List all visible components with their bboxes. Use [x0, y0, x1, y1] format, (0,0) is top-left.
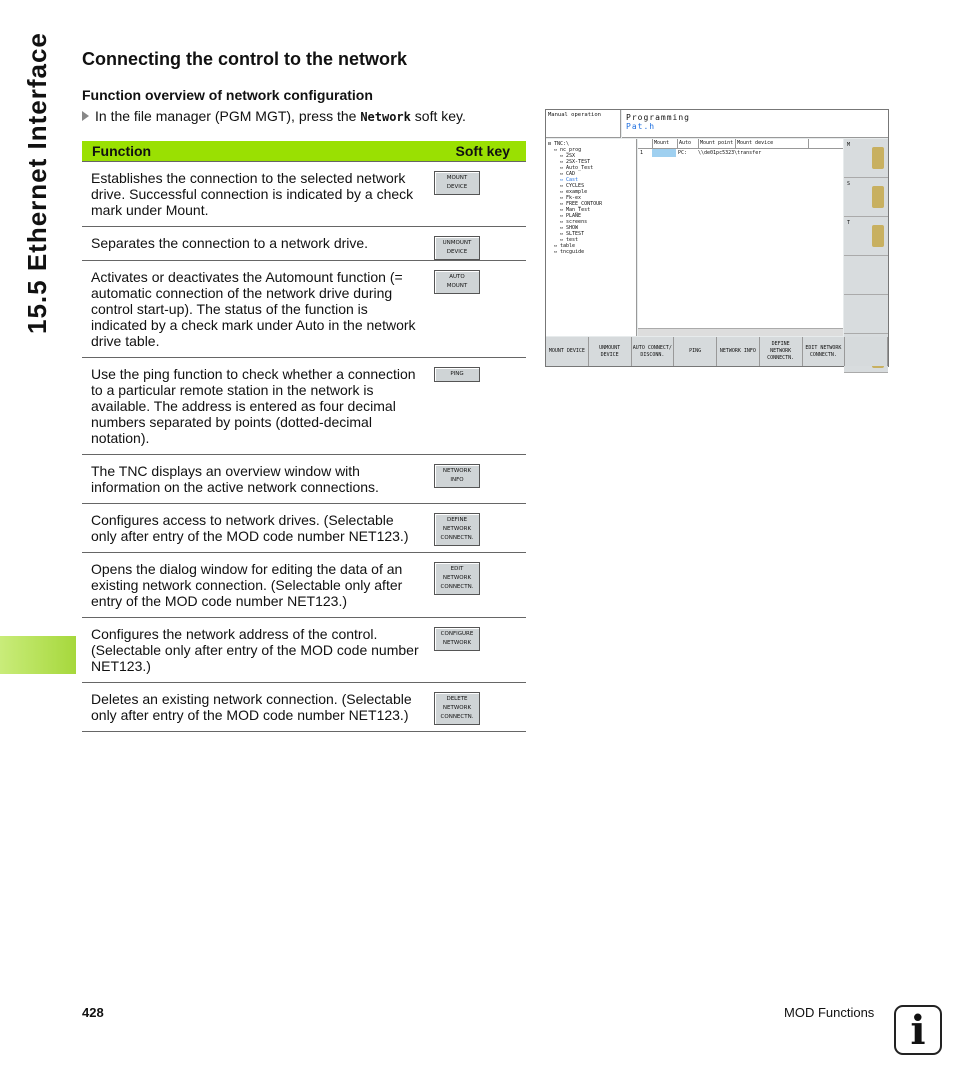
chapter-tab-marker: [0, 636, 76, 674]
function-description: Establishes the connection to the selected network drive. Successful connection is indicated by a check mark under Mount.: [82, 162, 424, 227]
mode-display: Manual operation: [546, 110, 621, 138]
arrow-bullet-icon: [82, 111, 89, 121]
program-header: [622, 110, 888, 138]
table-cell: \\de01pc5323\transfer: [698, 150, 762, 156]
tree-item[interactable]: ▭ SHOW: [560, 225, 579, 231]
softkey-label-line: DEVICE: [446, 184, 468, 190]
softkey-label-line: MOUNT: [446, 283, 468, 289]
section-heading: Connecting the control to the network: [82, 49, 407, 69]
softkey-button[interactable]: [434, 367, 480, 382]
function-description: Deletes an existing network connection. (Selectable only after entry of the MOD code number NET123.): [82, 683, 424, 732]
tree-item[interactable]: ▭ SLTEST: [560, 231, 585, 237]
side-softkey[interactable]: [844, 178, 888, 217]
bottom-softkey[interactable]: [546, 337, 589, 366]
softkey-cell: [424, 683, 526, 732]
bottom-softkey[interactable]: [589, 337, 632, 366]
softkey-label-line: NETWORK: [442, 526, 472, 532]
softkey-label-line: DELETE: [446, 696, 468, 702]
side-softkey[interactable]: [844, 256, 888, 295]
function-description: Opens the dialog window for editing the data of an existing network connection. (Selectable only after entry of the MOD code number NET123.): [82, 553, 424, 618]
softkey-button[interactable]: [434, 627, 480, 651]
program-title: Programming: [626, 113, 690, 122]
bottom-softkey[interactable]: [674, 337, 717, 366]
softkey-cell: [424, 455, 526, 504]
vertical-softkey-bar: [844, 139, 888, 336]
side-softkey-label: M: [847, 142, 851, 148]
info-icon: i: [894, 1005, 942, 1055]
directory-tree: [546, 139, 637, 336]
softkey-button[interactable]: [434, 171, 480, 195]
tree-item[interactable]: ▭ tncguide: [554, 249, 585, 255]
bottom-softkey-label: DEFINE NETWORK CONNECTN.: [767, 341, 795, 361]
tool-icon: [872, 186, 884, 208]
table-row: [82, 683, 526, 732]
network-table-row: [638, 149, 843, 157]
softkey-label-line: INFO: [450, 477, 464, 483]
function-description: Use the ping function to check whether a connection to a particular remote station in the network is available. The address is entered as four decimal numbers separated by points (dotted-decimal notation).: [82, 358, 424, 455]
softkey-cell: [424, 358, 526, 455]
tree-item[interactable]: ▭ Auto_Test: [560, 165, 594, 171]
function-table: [82, 141, 526, 732]
header-index: [638, 139, 653, 148]
softkey-cell: [424, 261, 526, 358]
side-softkey-label: S: [847, 181, 851, 187]
bottom-softkey-label: PING: [689, 348, 702, 354]
bottom-softkey-label: MOUNT DEVICE: [548, 348, 585, 354]
table-row: [82, 227, 526, 261]
tree-item[interactable]: ▭ Man_Test: [560, 207, 591, 213]
softkey-button[interactable]: [434, 270, 480, 294]
bottom-softkey-label: EDIT NETWORK CONNECTN.: [805, 344, 842, 358]
softkey-button[interactable]: [434, 464, 480, 488]
table-cell: PC:: [678, 150, 688, 156]
function-description: Activates or deactivates the Automount function (= automatic connection of the network drive during control start-up). The status of the function is indicated by a check mark under Auto in the network drive table.: [82, 261, 424, 358]
table-row: [82, 504, 526, 553]
softkey-cell: [424, 227, 526, 261]
tree-item[interactable]: ⊟ TNC:\: [548, 141, 570, 147]
table-row: [82, 358, 526, 455]
softkey-cell: [424, 553, 526, 618]
tree-item[interactable]: ▭ CYCLES: [560, 183, 585, 189]
table-row: [82, 618, 526, 683]
softkey-button[interactable]: [434, 236, 480, 260]
softkey-label-line: NETWORK: [442, 705, 472, 711]
softkey-label-line: NETWORK: [442, 468, 472, 474]
softkey-label-line: CONNECTN.: [440, 535, 474, 541]
bottom-softkey[interactable]: [632, 337, 675, 366]
horizontal-scrollbar[interactable]: [638, 328, 843, 336]
chapter-side-title: 15.5 Ethernet Interface: [22, 32, 52, 334]
instruction-before: In the file manager (PGM MGT), press the: [95, 108, 361, 124]
softkey-label-line: EDIT: [450, 566, 464, 572]
softkey-label-line: CONNECTN.: [440, 584, 474, 590]
table-row: [82, 553, 526, 618]
program-file: Pat.h: [626, 122, 656, 131]
softkey-button[interactable]: [434, 562, 480, 595]
tree-item[interactable]: ▭ test: [560, 237, 579, 243]
table-cell: 1: [640, 150, 644, 156]
bottom-softkey-label: UNMOUNT DEVICE: [599, 344, 621, 358]
softkey-label-line: NETWORK: [442, 575, 472, 581]
bottom-softkey[interactable]: [803, 337, 846, 366]
horizontal-softkey-bar: [546, 337, 888, 366]
bottom-softkey[interactable]: [717, 337, 760, 366]
table-cell: [652, 149, 676, 157]
function-description: Configures access to network drives. (Selectable only after entry of the MOD code number NET123.): [82, 504, 424, 553]
softkey-button[interactable]: [434, 692, 480, 725]
tree-item[interactable]: ▭ Cast: [560, 177, 579, 183]
column-header: Mount point: [699, 139, 736, 148]
table-row: [82, 162, 526, 227]
softkey-cell: [424, 162, 526, 227]
function-description: Separates the connection to a network drive.: [82, 227, 424, 261]
page-number: 428: [82, 1005, 104, 1020]
tree-item[interactable]: ▭ screens: [560, 219, 588, 225]
table-row: [82, 261, 526, 358]
side-softkey[interactable]: [844, 295, 888, 334]
footer-section: MOD Functions: [784, 1005, 875, 1020]
bottom-softkey-label: AUTO CONNECT/ DISCONN.: [632, 344, 672, 358]
softkey-label-line: DEFINE: [446, 517, 468, 523]
softkey-label-line: NETWORK: [442, 640, 472, 646]
softkey-cell: [424, 504, 526, 553]
tree-item[interactable]: ▭ table: [554, 243, 576, 249]
softkey-label-line: PING: [450, 371, 464, 377]
side-softkey[interactable]: [844, 139, 888, 178]
side-softkey-label: T: [847, 220, 851, 226]
softkey-label-line: UNMOUNT: [442, 240, 472, 246]
side-softkey[interactable]: [844, 217, 888, 256]
column-header: Auto: [678, 139, 699, 148]
network-table-header: [638, 139, 843, 149]
header-function: Function: [82, 141, 424, 162]
function-description: The TNC displays an overview window with information on the active network connections.: [82, 455, 424, 504]
tree-item[interactable]: ▭ 2SX: [560, 153, 576, 159]
tool-icon: [872, 225, 884, 247]
function-description: Configures the network address of the control. (Selectable only after entry of the MOD code number NET123.): [82, 618, 424, 683]
softkey-label-line: DEVICE: [446, 249, 468, 255]
tree-item[interactable]: ▭ nc_prog: [554, 147, 582, 153]
bottom-softkey-label: NETWORK INFO: [719, 348, 756, 354]
bottom-softkey[interactable]: [845, 337, 888, 366]
instruction-after: soft key.: [410, 108, 466, 124]
softkey-label-line: CONNECTN.: [440, 714, 474, 720]
column-header: Mount: [653, 139, 678, 148]
softkey-label-line: AUTO: [449, 274, 465, 280]
tree-item[interactable]: ▭ PLANE: [560, 213, 582, 219]
tnc-screenshot: [545, 109, 889, 367]
tree-item[interactable]: ▭ example: [560, 189, 588, 195]
column-header: Mount device: [736, 139, 809, 148]
bottom-softkey[interactable]: [760, 337, 803, 366]
softkey-label-line: CONFIGURE: [440, 631, 474, 637]
tree-item[interactable]: ▭ Fk-ex: [560, 195, 582, 201]
tool-icon: [872, 147, 884, 169]
subsection-heading: Function overview of network configuration: [82, 87, 373, 103]
tree-item[interactable]: ▭ 2SX-TEST: [560, 159, 591, 165]
table-row: [82, 455, 526, 504]
softkey-button[interactable]: [434, 513, 480, 546]
tree-item[interactable]: ▭ FREE_CONTOUR: [560, 201, 603, 207]
softkey-label-line: MOUNT: [446, 175, 468, 181]
instruction-line: [82, 108, 466, 124]
instruction-code: Network: [360, 110, 411, 124]
tree-item[interactable]: ▭ CAD: [560, 171, 576, 177]
softkey-cell: [424, 618, 526, 683]
header-softkey: Soft key: [424, 141, 526, 162]
network-table: [638, 139, 843, 336]
